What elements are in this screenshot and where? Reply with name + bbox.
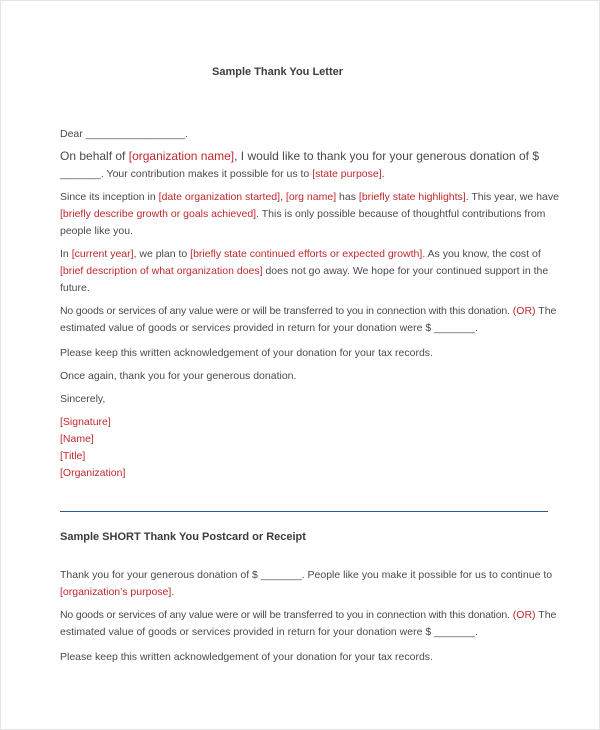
- placeholder-growth: [briefly describe growth or goals achieved]: [60, 208, 257, 220]
- postcard-paragraph-1-line-1: [60, 567, 552, 584]
- letter-paragraph-1-line-1: [60, 148, 539, 165]
- postcard-title: Sample SHORT Thank You Postcard or Receipt: [60, 531, 306, 543]
- salutation-blank: _________________.: [85, 128, 188, 140]
- placeholder-organization-name: [organization name]: [128, 149, 235, 163]
- letter-paragraph-2-line-1: [60, 189, 559, 206]
- letter-paragraph-5: Please keep this written acknowledgement of your donation for your tax records.: [60, 347, 433, 359]
- text: The: [538, 305, 557, 317]
- letter-paragraph-4-line-2: [60, 320, 478, 337]
- text: has: [339, 191, 356, 203]
- text: No goods or services of any value were or will be transferred to you in connection with this donation.: [60, 609, 510, 621]
- amount-blank: _______.: [434, 626, 478, 638]
- amount-blank: _______.: [260, 569, 305, 581]
- text: . This is only possible because of thoughtful contributions from: [256, 208, 546, 220]
- text: On behalf of: [60, 149, 126, 163]
- or-marker: (OR): [512, 609, 536, 621]
- postcard-paragraph-3: Please keep this written acknowledgement of your donation for your tax records.: [60, 651, 433, 663]
- text: No goods or services of any value were or will be transferred to you in connection with this donation.: [60, 305, 510, 317]
- text: . This year, we have: [465, 191, 559, 203]
- placeholder-current-year: [current year]: [71, 248, 134, 260]
- text: .: [171, 586, 175, 598]
- text: Thank you for your generous donation of $: [60, 569, 258, 581]
- letter-paragraph-3-line-2: [60, 263, 548, 280]
- placeholder-date-started: [date organization started]: [158, 191, 281, 203]
- text: , I would like to thank you for your generous donation of $: [234, 149, 539, 163]
- placeholder-efforts: [briefly state continued efforts or expected growth]: [190, 248, 423, 260]
- closing: Sincerely,: [60, 393, 106, 405]
- text: . As you know, the cost of: [422, 248, 541, 260]
- text: The: [538, 609, 557, 621]
- postcard-paragraph-2-line-1: [60, 607, 556, 624]
- letter-paragraph-3-line-1: [60, 246, 541, 263]
- amount-blank: _______.: [434, 322, 478, 334]
- postcard-paragraph-2-line-2: [60, 624, 478, 641]
- signature-placeholder: [Signature]: [60, 416, 111, 428]
- name-placeholder: [Name]: [60, 433, 94, 445]
- letter-paragraph-2-line-3: people like you.: [60, 225, 133, 237]
- text: , we plan to: [133, 248, 188, 260]
- placeholder-description: [brief description of what organization does]: [60, 265, 263, 277]
- text: does not go away. We hope for your continued support in the: [265, 265, 549, 277]
- letter-paragraph-1-line-2: [60, 166, 385, 183]
- amount-blank: _______.: [60, 168, 104, 180]
- letter-paragraph-6: Once again, thank you for your generous donation.: [60, 370, 297, 382]
- placeholder-highlights: [briefly state highlights]: [358, 191, 466, 203]
- placeholder-org-name: [org name]: [285, 191, 337, 203]
- section-divider: [60, 511, 548, 512]
- letter-paragraph-4-line-1: [60, 303, 556, 320]
- text: estimated value of goods or services provided in return for your donation were $: [60, 322, 432, 334]
- organization-placeholder: [Organization]: [60, 467, 126, 479]
- text: .: [381, 168, 385, 180]
- text: Your contribution makes it possible for us to: [106, 168, 310, 180]
- placeholder-state-purpose: [state purpose]: [312, 168, 382, 180]
- salutation-text: Dear: [60, 128, 83, 140]
- text: ,: [280, 191, 283, 203]
- text: Since its inception in: [60, 191, 156, 203]
- text: In: [60, 248, 69, 260]
- letter-title: Sample Thank You Letter: [212, 66, 344, 78]
- letter-paragraph-3-line-3: future.: [60, 282, 90, 294]
- title-placeholder: [Title]: [60, 450, 86, 462]
- placeholder-organization-purpose: [organization’s purpose]: [60, 586, 172, 598]
- or-marker: (OR): [512, 305, 536, 317]
- salutation: [60, 126, 188, 143]
- postcard-paragraph-1-line-2: [60, 584, 174, 601]
- text: People like you make it possible for us to continue to: [307, 569, 553, 581]
- text: estimated value of goods or services provided in return for your donation were $: [60, 626, 432, 638]
- letter-paragraph-2-line-2: [60, 206, 545, 223]
